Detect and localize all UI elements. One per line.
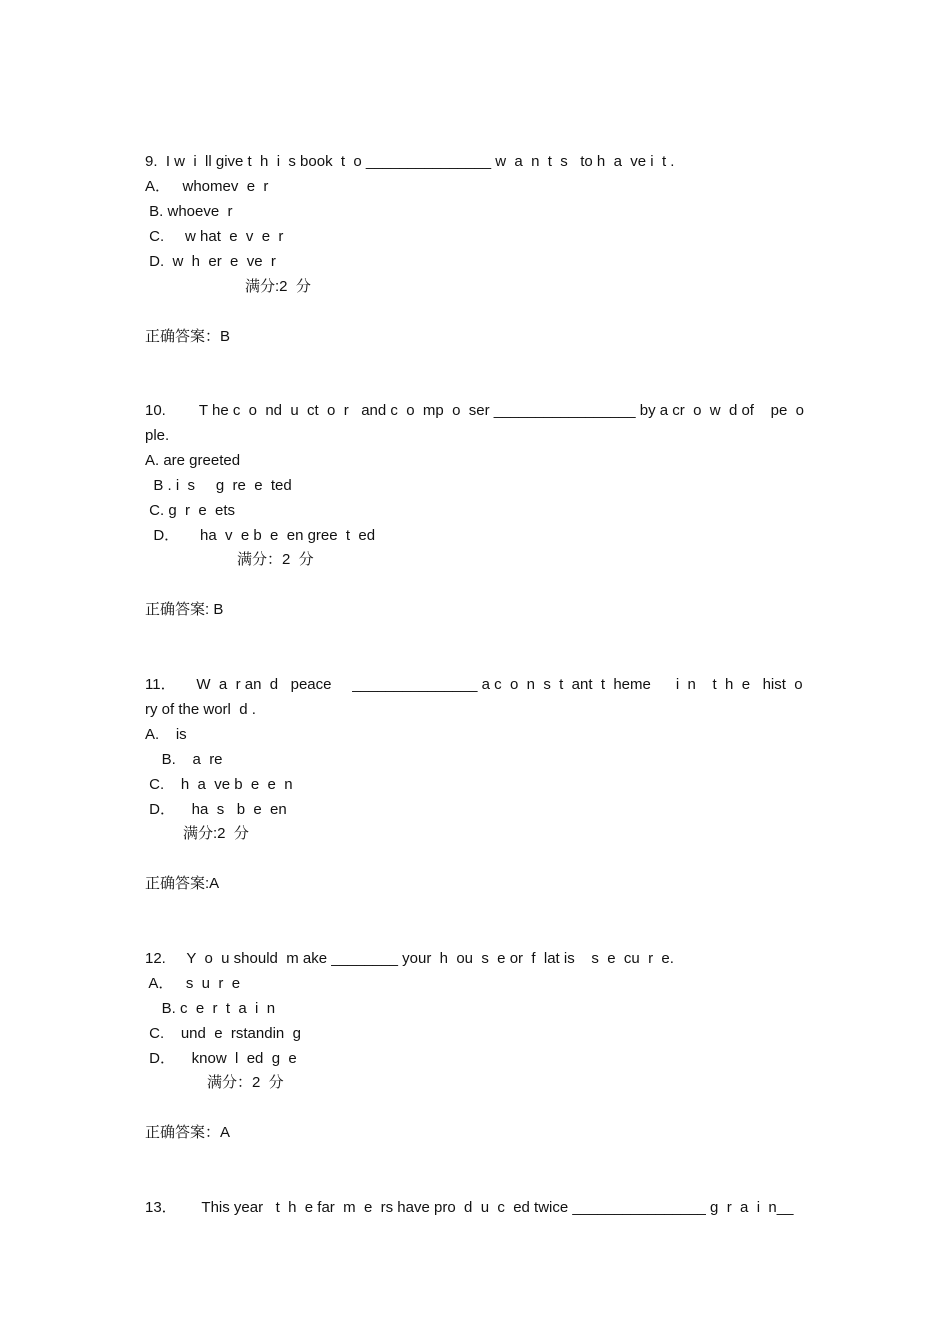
question-10-option-b: B . i s g re e ted	[145, 477, 292, 494]
question-11-stem-cont: ry of the worl d .	[145, 701, 256, 718]
question-11-stem: 11． W a r an d peace _______________ a c o n s t ant t heme i n t h e hist o	[145, 676, 803, 693]
question-10-option-a: A. are greeted	[145, 452, 241, 469]
question-11-option-c: C. h a ve b e e n	[145, 776, 293, 793]
question-12-answer: 正确答案：A	[145, 1124, 231, 1141]
question-10-stem: 10. T he c o nd u ct o r and c o mp o ser _________________ by a cr o w d of pe o	[145, 402, 805, 419]
question-10-stem-cont: ple.	[145, 427, 170, 444]
question-10-option-d: D． ha v e b e en gree t ed	[145, 527, 376, 544]
question-9-score: 满分:2 分	[245, 278, 311, 295]
question-12-stem: 12. Y o u should m ake ________ your h ou s e or f lat is s e cu r e.	[145, 950, 674, 967]
question-11-option-a: A. is	[145, 726, 187, 743]
question-12-option-b: B. c e r t a i n	[145, 1000, 276, 1017]
question-9-option-d: D. w h er e ve r	[145, 253, 276, 270]
question-10-answer: 正确答案: B	[145, 601, 224, 618]
question-9-option-b: B. whoeve r	[145, 203, 233, 220]
question-9-answer: 正确答案：B	[145, 328, 231, 345]
question-13-stem: 13． This year t h e far m e rs have pro d u c ed twice ________________ g r a i n__	[145, 1199, 794, 1216]
question-11-score: 满分:2 分	[183, 825, 249, 842]
question-11-option-d: D． ha s b e en	[145, 801, 287, 818]
question-9-option-a: A． whomev e r	[145, 178, 269, 195]
question-10-option-c: C. g r e ets	[145, 502, 236, 519]
question-9-stem: 9. I w i ll give t h i s book t o _______________ w a n t s to h a ve i t .	[145, 153, 675, 170]
question-12-option-d: D． know l ed g e	[145, 1050, 297, 1067]
question-9-option-c: C. w hat e v e r	[145, 228, 284, 245]
question-12-option-c: C. und e rstandin g	[145, 1025, 301, 1042]
question-10-score: 满分：2 分	[237, 551, 314, 568]
question-12-score: 满分：2 分	[207, 1074, 284, 1091]
question-12-option-a: A． s u r e	[145, 975, 241, 992]
question-11-option-b: B. a re	[145, 751, 223, 768]
question-11-answer: 正确答案:A	[145, 875, 220, 892]
